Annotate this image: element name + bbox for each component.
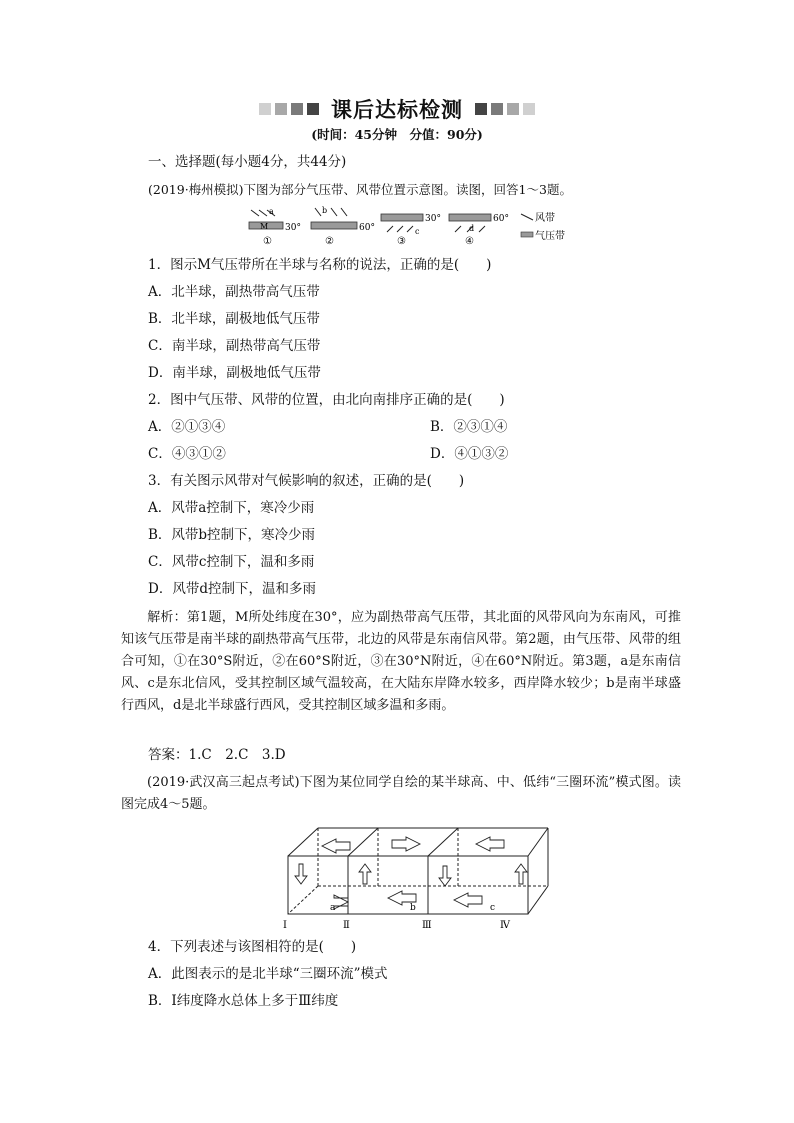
section-heading: 一、选择题(每小题4分，共44分): [148, 154, 347, 170]
intro-1: [148, 181, 572, 199]
panel-1: [249, 207, 301, 247]
q4-stem: 4．下列表述与该图相符的是( ): [148, 939, 357, 955]
panel-4-num: ④: [465, 236, 474, 247]
panel-2-wind-label: b: [322, 206, 328, 215]
panel-1-wind-label: a: [269, 207, 274, 216]
q1-option-c: C．南半球，副热带高气压带: [148, 338, 321, 354]
cell-b-label: b: [410, 903, 416, 913]
panel-3-lat: 30°: [425, 214, 441, 224]
q3-option-c: C．风带c控制下，温和多雨: [148, 554, 315, 570]
figure-three-cell-circulation: [270, 824, 560, 932]
panel-3: [381, 214, 441, 247]
lat-label-2: Ⅱ: [343, 920, 350, 931]
analysis-paragraph: [121, 607, 681, 717]
q1-option-d: D．南半球，副极地低气压带: [148, 365, 321, 381]
title-row: [0, 94, 794, 124]
panel-2-lat: 60°: [359, 223, 375, 233]
q3-option-d: D．风带d控制下，温和多雨: [148, 581, 316, 597]
q3-stem: 3．有关图示风带对气候影响的叙述，正确的是( ): [148, 473, 465, 489]
title-decor-left: [257, 100, 321, 119]
q1-option-b: B．北半球，副极地低气压带: [148, 311, 320, 327]
q3-option-b: B．风带b控制下，寒冷少雨: [148, 527, 316, 543]
panel-2: [311, 206, 375, 247]
panel-4: [449, 214, 509, 247]
q3-option-a: A．风带a控制下，寒冷少雨: [148, 500, 315, 516]
answer-line: 答案：1.C 2.C 3.D: [148, 747, 286, 763]
intro-2-source: (2019·武汉高三起点考试): [147, 775, 300, 790]
cell-c-label: c: [490, 903, 496, 913]
panel-4-wind-label: d: [469, 224, 475, 233]
figure-pressure-wind-belts: [245, 204, 585, 248]
q2-option-c: C．④③①②: [148, 446, 226, 462]
q1-stem: 1．图示M气压带所在半球与名称的说法，正确的是( ): [148, 257, 492, 273]
figure-1-legend: [521, 211, 565, 242]
q2-stem: 2．图中气压带、风带的位置，由北向南排序正确的是( ): [148, 392, 505, 408]
q4-option-b: B．Ⅰ纬度降水总体上多于Ⅲ纬度: [148, 993, 339, 1009]
panel-1-num: ①: [263, 236, 272, 247]
page-subtitle: (时间：45分钟 分值：90分): [311, 127, 483, 142]
intro-2: [121, 772, 681, 816]
intro-1-text: 下图为部分气压带、风带位置示意图。读图，回答1～3题。: [243, 182, 572, 197]
q2-option-d: D．④①③②: [430, 446, 509, 462]
title-decor-right: [473, 100, 537, 119]
panel-3-num: ③: [397, 236, 406, 247]
legend-wind: 风带: [535, 213, 555, 224]
panel-1-pressure-label: M: [260, 222, 269, 231]
analysis-text: 解析：第1题，M所处纬度在30°，应为副热带高气压带，其北面的风带风向为东南风，可推知该气压带是南半球的副热带高气压带，北边的风带是东南信风带。第2题，由气压带、风带的组合可知，①在30°S附近，②在60°S附近，③在30°N附近，④在60°N附近。第3题，a是东南信风、c是东北信风，受其控制区域气温较高，在大陆东岸降水较多，西岸降水较少；b是南半球盛行西风，d是北半球盛行西风，受其控制区域多温和多雨。: [121, 610, 681, 713]
lat-label-3: Ⅲ: [422, 920, 432, 931]
panel-2-num: ②: [325, 236, 334, 247]
intro-2-text: 下图为某位同学自绘的某半球高、中、低纬“三圈环流”模式图。读图完成4～5题。: [121, 775, 681, 812]
q2-option-b: B．②③①④: [430, 419, 508, 435]
panel-4-lat: 60°: [493, 214, 509, 224]
cell-a-label: a: [330, 903, 336, 913]
lat-label-1: Ⅰ: [283, 920, 287, 931]
page-title: 课后达标检测: [331, 98, 463, 122]
legend-pressure: 气压带: [535, 231, 565, 242]
q1-option-a: A．北半球，副热带高气压带: [148, 284, 320, 300]
panel-3-wind-label: c: [415, 227, 420, 236]
panel-1-lat: 30°: [285, 223, 301, 233]
q2-option-a: A．②①③④: [148, 419, 226, 435]
lat-label-4: Ⅳ: [500, 920, 510, 931]
q4-option-a: A．此图表示的是北半球“三圈环流”模式: [148, 966, 388, 982]
intro-1-source: (2019·梅州模拟): [148, 182, 244, 197]
